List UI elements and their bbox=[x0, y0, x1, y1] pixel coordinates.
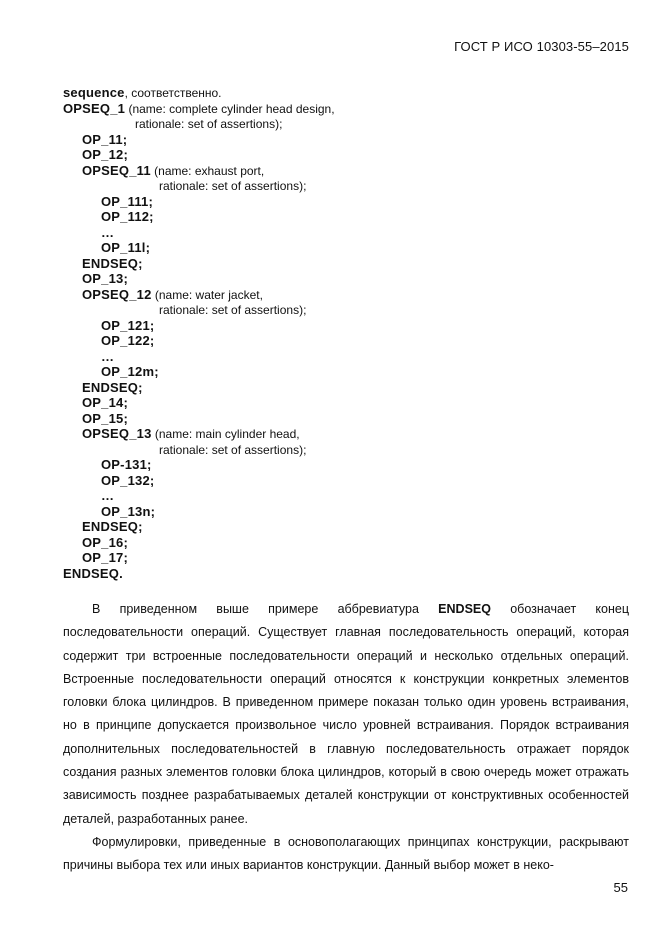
code-line bbox=[63, 426, 633, 442]
code-keyword: ENDSEQ; bbox=[82, 255, 143, 271]
code-keyword: OPSEQ_1 bbox=[63, 100, 126, 116]
code-line bbox=[63, 132, 633, 148]
code-text: rationale: set of assertions); bbox=[159, 179, 307, 193]
code-keyword: OPSEQ_13 bbox=[82, 426, 152, 441]
paragraph-1-keyword: ENDSEQ bbox=[438, 602, 491, 616]
code-keyword: ENDSEQ; bbox=[82, 519, 143, 534]
code-line bbox=[63, 349, 633, 365]
code-line bbox=[63, 194, 633, 210]
code-keyword: … bbox=[101, 348, 115, 364]
code-keyword: ENDSEQ; bbox=[82, 379, 143, 395]
code-line bbox=[63, 147, 633, 163]
code-line bbox=[63, 535, 633, 551]
code-keyword: … bbox=[101, 488, 115, 503]
page-number: 55 bbox=[613, 880, 628, 895]
code-text: (name: exhaust port, bbox=[150, 163, 265, 178]
code-line bbox=[63, 116, 633, 132]
code-line bbox=[63, 488, 633, 504]
code-keyword: OPSEQ_12 bbox=[82, 286, 152, 302]
code-keyword: OP-131; bbox=[101, 457, 152, 472]
code-text: rationale: set of assertions); bbox=[159, 442, 307, 457]
code-line bbox=[63, 380, 633, 396]
paragraph-1-before: В приведенном выше примере аббревиатура bbox=[92, 602, 439, 616]
code-text: rationale: set of assertions); bbox=[135, 117, 283, 131]
code-keyword: OP_14; bbox=[82, 395, 129, 410]
code-keyword: sequence bbox=[63, 85, 125, 100]
code-keyword: OP_12m; bbox=[101, 364, 159, 379]
body-text bbox=[63, 598, 629, 878]
code-keyword: ENDSEQ. bbox=[63, 565, 123, 581]
code-line bbox=[63, 504, 633, 520]
code-line bbox=[63, 178, 633, 194]
code-line bbox=[63, 287, 633, 303]
paragraph-1 bbox=[63, 598, 629, 831]
code-line bbox=[63, 519, 633, 535]
code-keyword: OP_11; bbox=[82, 131, 128, 147]
code-line bbox=[63, 550, 633, 566]
code-text: , соответственно. bbox=[124, 86, 222, 100]
code-keyword: OP_17; bbox=[82, 550, 129, 565]
code-keyword: OP_122; bbox=[101, 333, 155, 348]
code-line bbox=[63, 566, 633, 582]
code-text: (name: main cylinder head, bbox=[151, 427, 300, 441]
code-keyword: OP_111; bbox=[101, 193, 153, 209]
code-keyword: OP_16; bbox=[82, 534, 129, 550]
code-text: rationale: set of assertions); bbox=[159, 303, 307, 317]
code-keyword: OP_112; bbox=[101, 209, 154, 224]
paragraph-2: Формулировки, приведенные в основополагающих принципах конструкции, раскрывают причины выбора тех или иных вариантов конструкции. Данный выбор может в неко- bbox=[63, 834, 629, 873]
code-line bbox=[63, 85, 633, 101]
code-keyword: OP_132; bbox=[101, 472, 155, 488]
code-keyword: OP_121; bbox=[101, 317, 155, 333]
code-keyword: OP_12; bbox=[82, 147, 129, 162]
code-line bbox=[63, 442, 633, 458]
code-keyword: … bbox=[101, 224, 115, 240]
code-listing bbox=[63, 85, 633, 581]
code-keyword: OP_13; bbox=[82, 271, 129, 286]
code-line bbox=[63, 209, 633, 225]
code-line bbox=[63, 271, 633, 287]
code-keyword: OP_13n; bbox=[101, 503, 156, 519]
code-line bbox=[63, 302, 633, 318]
code-keyword: OP_11l; bbox=[101, 240, 151, 255]
code-line bbox=[63, 411, 633, 427]
code-line bbox=[63, 364, 633, 380]
code-line bbox=[63, 395, 633, 411]
code-line bbox=[63, 457, 633, 473]
code-line bbox=[63, 256, 633, 272]
code-keyword: OP_15; bbox=[82, 410, 129, 426]
code-line bbox=[63, 333, 633, 349]
code-line bbox=[63, 473, 633, 489]
code-text: (name: complete cylinder head design, bbox=[125, 101, 335, 116]
code-line bbox=[63, 101, 633, 117]
code-text: (name: water jacket, bbox=[151, 287, 263, 302]
code-line bbox=[63, 318, 633, 334]
code-line bbox=[63, 240, 633, 256]
code-keyword: OPSEQ_11 bbox=[82, 162, 151, 178]
paragraph-1-after: обозначает конец последовательности операций. Существует главная последовательность операций, которая содержит три встроенные последовательности операций и несколько отдельных операций. Встроенные последовательности операций относятся к конструкции конкретных элементов головки блока цилиндров. В приведенном примере показан только один уровень встраивания, но в принципе допускается произвольное число уровней встраивания. Порядок встраивания дополнительных последовательностей в главную последовательность отражает порядок создания разных элементов головки блока цилиндров, который в свою очередь может отражать зависимость позднее разрабатываемых деталей конструкции от конструктивных особенностей деталей, разработанных ранее. bbox=[63, 602, 629, 826]
code-line bbox=[63, 163, 633, 179]
document-header: ГОСТ Р ИСО 10303-55–2015 bbox=[454, 39, 629, 54]
code-line bbox=[63, 225, 633, 241]
